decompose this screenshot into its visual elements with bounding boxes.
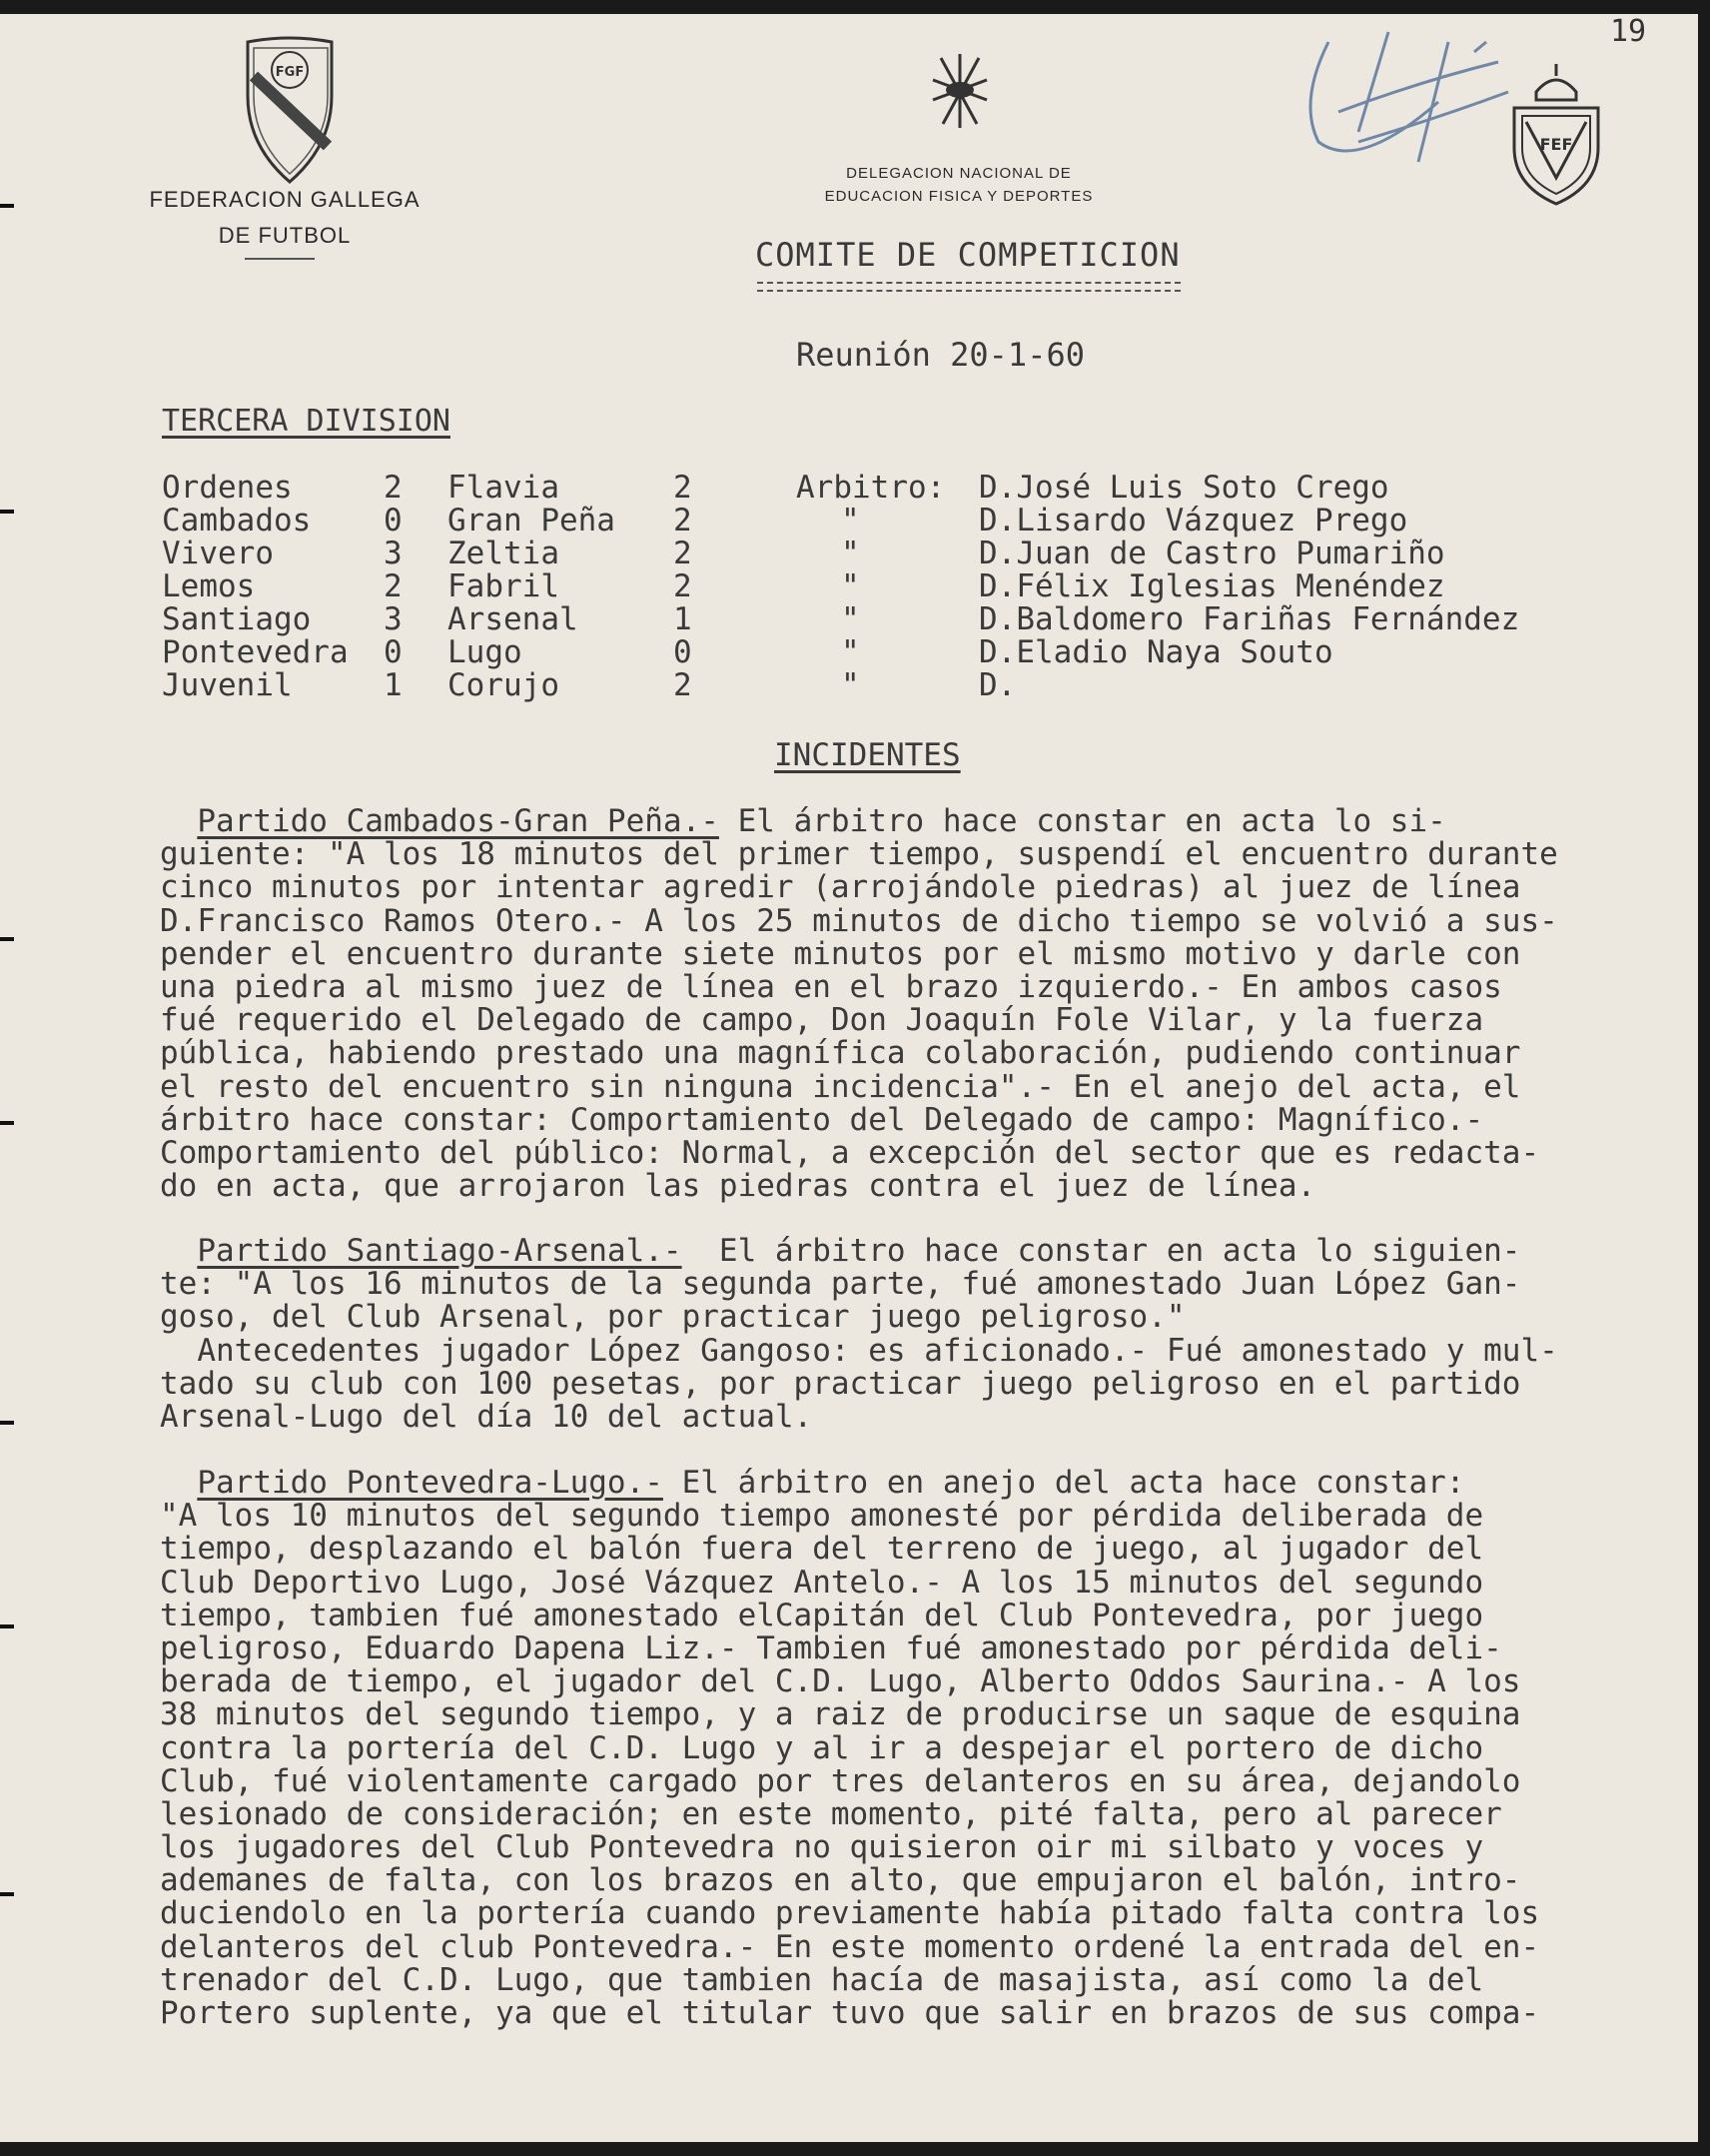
home-goals: 3 <box>384 601 403 637</box>
paragraph-line <box>160 805 1698 838</box>
incident-paragraph-cambados <box>160 805 1698 1203</box>
incident-text: El árbitro hace constar en acta lo siguien- <box>681 1233 1521 1269</box>
paragraph-line <box>160 1961 1698 1998</box>
margin-mark <box>0 1421 14 1425</box>
paragraph-line <box>160 1101 1698 1138</box>
away-team: Lugo <box>447 634 522 670</box>
referee-name: D.Baldomero Fariñas Fernández <box>979 601 1520 637</box>
incident-text: fué requerido el Delegado de campo, Don Joaquín Fole Vilar, y la fuerza <box>160 1002 1484 1039</box>
home-team: Ordenes <box>162 470 293 506</box>
ditto-mark: " <box>841 568 860 604</box>
home-goals: 0 <box>384 503 403 539</box>
svg-text:FGF: FGF <box>275 65 305 80</box>
paragraph-line <box>160 1037 1698 1070</box>
away-team: Corujo <box>447 667 559 703</box>
ditto-mark: " <box>841 634 860 670</box>
federation-line-2: DE FUTBOL <box>218 223 352 248</box>
crowned-shield-icon <box>1506 58 1606 208</box>
incident-paragraph-santiago <box>160 1235 1698 1434</box>
away-team: Flavia <box>447 470 559 506</box>
away-goals: 0 <box>673 634 692 670</box>
svg-text:FEF: FEF <box>1539 135 1573 154</box>
division-heading: TERCERA DIVISION <box>162 404 450 439</box>
incident-text: contra la portería del C.D. Lugo y al ir a despejar el portero de dicho <box>160 1729 1484 1766</box>
away-goals: 2 <box>673 470 692 506</box>
margin-mark <box>0 204 14 208</box>
paragraph-line <box>160 1533 1698 1566</box>
ditto-mark: " <box>841 536 860 571</box>
home-team: Santiago <box>162 601 312 637</box>
incident-text: D.Francisco Ramos Otero.- A los 25 minutos de dicho tiempo se volvió a sus- <box>160 902 1558 939</box>
incident-text: cinco minutos por intentar agredir (arrojándole piedras) al juez de línea <box>160 869 1521 906</box>
incident-text: do en acta, que arrojaron las piedras contra el juez de línea. <box>160 1168 1316 1205</box>
paragraph-line <box>160 1597 1698 1633</box>
incident-text: El árbitro hace constar en acta lo si- <box>718 803 1446 839</box>
indent <box>160 1233 197 1269</box>
incident-text: trenador del C.D. Lugo, que tambien hacía de masajista, así como la del <box>160 1961 1484 1998</box>
paragraph-line <box>160 1629 1698 1666</box>
incident-text: pender el encuentro durante siete minutos por el mismo motivo y darle con <box>160 935 1521 972</box>
away-goals: 2 <box>673 667 692 703</box>
paragraph-line <box>160 1235 1698 1268</box>
federation-line-1: FEDERACION GALLEGA <box>149 187 421 212</box>
home-goals: 2 <box>384 568 403 604</box>
paragraph-line <box>160 902 1698 939</box>
federation-name <box>135 182 434 254</box>
incident-paragraph-pontevedra <box>160 1467 1698 2030</box>
incident-text: peligroso, Eduardo Dapena Liz.- Tambien fué amonestado por pérdida deli- <box>160 1629 1502 1666</box>
ditto-mark: " <box>841 503 860 539</box>
paragraph-line <box>160 1762 1698 1799</box>
yoke-and-arrows-icon <box>931 50 989 132</box>
margin-mark <box>0 510 14 514</box>
incident-text: te: "A los 16 minutos de la segunda parte, fué amonestado Juan López Gan- <box>160 1266 1521 1303</box>
margin-mark <box>0 937 14 941</box>
away-goals: 2 <box>673 503 692 539</box>
home-goals: 1 <box>384 667 403 703</box>
margin-mark <box>0 1892 14 1896</box>
paragraph-line <box>160 935 1698 972</box>
paragraph-line <box>160 968 1698 1005</box>
paragraph-line <box>160 1928 1698 1965</box>
committee-title: COMITE DE COMPETICION <box>755 236 1181 274</box>
incident-text: tiempo, tambien fué amonestado elCapitán del Club Pontevedra, por juego <box>160 1597 1484 1633</box>
incident-text: goso, del Club Arsenal, por practicar juego peligroso." <box>160 1299 1186 1336</box>
incident-text: Comportamiento del público: Normal, a excepción del sector que es redacta- <box>160 1134 1540 1171</box>
incident-text: los jugadores del Club Pontevedra no quisieron oir mi silbato y voces y <box>160 1829 1484 1866</box>
paragraph-line <box>160 871 1698 904</box>
margin-mark <box>0 1624 14 1628</box>
meeting-date: Reunión 20-1-60 <box>796 336 1085 374</box>
paragraph-line <box>160 1729 1698 1766</box>
incident-heading: Partido Santiago-Arsenal.- <box>197 1233 682 1269</box>
incident-text: guiente: "A los 18 minutos del primer tiempo, suspendí el encuentro durante <box>160 836 1558 873</box>
paragraph-line <box>160 1564 1698 1601</box>
paragraph-line <box>160 1467 1698 1500</box>
indent <box>160 803 197 839</box>
home-goals: 2 <box>384 470 403 506</box>
referee-label: Arbitro: <box>796 470 946 506</box>
incident-text: una piedra al mismo juez de línea en el brazo izquierdo.- En ambos casos <box>160 968 1502 1005</box>
paragraph-line <box>160 1698 1698 1731</box>
incident-text: Club, fué violentamente cargado por tres delanteros en su área, dejandolo <box>160 1762 1521 1799</box>
paragraph-line <box>160 1365 1698 1402</box>
page-number: 19 <box>1610 14 1647 49</box>
paragraph-line <box>160 1997 1698 2030</box>
paragraph-line <box>160 1134 1698 1171</box>
incident-heading: Partido Cambados-Gran Peña.- <box>197 803 719 839</box>
incident-text: "A los 10 minutos del segundo tiempo amonesté por pérdida deliberada de <box>160 1498 1484 1535</box>
incident-heading: Partido Pontevedra-Lugo.- <box>197 1465 663 1501</box>
incident-text: Club Deportivo Lugo, José Vázquez Antelo.- A los 15 minutos del segundo <box>160 1564 1484 1601</box>
paragraph-line <box>160 1665 1698 1698</box>
referee-name: D.Félix Iglesias Menéndez <box>979 568 1445 604</box>
incidents-heading: INCIDENTES <box>774 737 961 773</box>
ditto-mark: " <box>841 667 860 703</box>
paragraph-line <box>160 1004 1698 1037</box>
incident-text: tado su club con 100 pesetas, por practicar juego peligroso en el partido <box>160 1365 1521 1402</box>
double-underline <box>757 282 1181 292</box>
incident-text: El árbitro en anejo del acta hace constar: <box>662 1465 1465 1501</box>
incident-text: 38 minutos del segundo tiempo, y a raiz de producirse un saque de esquina <box>160 1696 1521 1733</box>
incident-text: duciendolo en la portería cuando previamente había pitado falta contra los <box>160 1895 1540 1932</box>
delegation-line-1: DELEGACION NACIONAL DE <box>846 165 1072 182</box>
paragraph-line <box>160 1795 1698 1832</box>
home-goals: 0 <box>384 634 403 670</box>
incident-text: tiempo, desplazando el balón fuera del terreno de juego, al jugador del <box>160 1531 1484 1568</box>
paragraph-line <box>160 1332 1698 1369</box>
home-team: Cambados <box>162 503 312 539</box>
handwritten-signature <box>1298 22 1518 182</box>
incident-text: delanteros del club Pontevedra.- En este momento ordené la entrada del en- <box>160 1928 1540 1965</box>
away-team: Gran Peña <box>447 503 615 539</box>
paragraph-line <box>160 1398 1698 1435</box>
home-team: Pontevedra <box>162 634 349 670</box>
margin-mark <box>0 1121 14 1125</box>
incident-text: árbitro hace constar: Comportamiento del Delegado de campo: Magnífico.- <box>160 1101 1484 1138</box>
away-team: Arsenal <box>447 601 578 637</box>
paragraph-line <box>160 1897 1698 1930</box>
away-goals: 2 <box>673 536 692 571</box>
paragraph-line <box>160 1864 1698 1897</box>
incident-text: Arsenal-Lugo del día 10 del actual. <box>160 1398 813 1435</box>
paragraph-line <box>160 1268 1698 1301</box>
incident-text: lesionado de consideración; en este momento, pité falta, pero al parecer <box>160 1795 1502 1832</box>
away-goals: 2 <box>673 568 692 604</box>
ditto-mark: " <box>841 601 860 637</box>
paragraph-line <box>160 838 1698 871</box>
divider <box>245 258 315 260</box>
away-goals: 1 <box>673 601 692 637</box>
document-page <box>0 14 1698 2142</box>
paragraph-line <box>160 1068 1698 1105</box>
referee-name: D.Lisardo Vázquez Prego <box>979 503 1408 539</box>
incident-text: ademanes de falta, con los brazos en alto, que empujaron el balón, intro- <box>160 1862 1521 1899</box>
paragraph-line <box>160 1831 1698 1864</box>
incident-text: el resto del encuentro sin ninguna incidencia".- En el anejo del acta, el <box>160 1068 1521 1105</box>
referee-name: D.Eladio Naya Souto <box>979 634 1333 670</box>
paragraph-line <box>160 1170 1698 1203</box>
away-team: Zeltia <box>447 536 559 571</box>
incident-text: pública, habiendo prestado una magnífica colaboración, pudiendo continuar <box>160 1035 1521 1072</box>
indent <box>160 1465 197 1501</box>
paragraph-line <box>160 1301 1698 1334</box>
federation-shield-icon <box>244 36 336 186</box>
incident-text: Antecedentes jugador López Gangoso: es aficionado.- Fué amonestado y mul- <box>160 1332 1558 1369</box>
paragraph-line <box>160 1500 1698 1533</box>
home-team: Lemos <box>162 568 256 604</box>
home-team: Vivero <box>162 536 274 571</box>
incident-text: berada de tiempo, el jugador del C.D. Lugo, Alberto Oddos Saurina.- A los <box>160 1663 1521 1700</box>
referee-name: D.José Luis Soto Crego <box>979 470 1389 506</box>
delegation-line-2: EDUCACION FISICA Y DEPORTES <box>824 188 1094 205</box>
delegation-name <box>789 162 1129 208</box>
incident-text: Portero suplente, ya que el titular tuvo que salir en brazos de sus compa- <box>160 1995 1540 2031</box>
away-team: Fabril <box>447 568 559 604</box>
home-goals: 3 <box>384 536 403 571</box>
referee-name: D. <box>979 667 1017 703</box>
referee-name: D.Juan de Castro Pumariño <box>979 536 1445 571</box>
home-team: Juvenil <box>162 667 293 703</box>
